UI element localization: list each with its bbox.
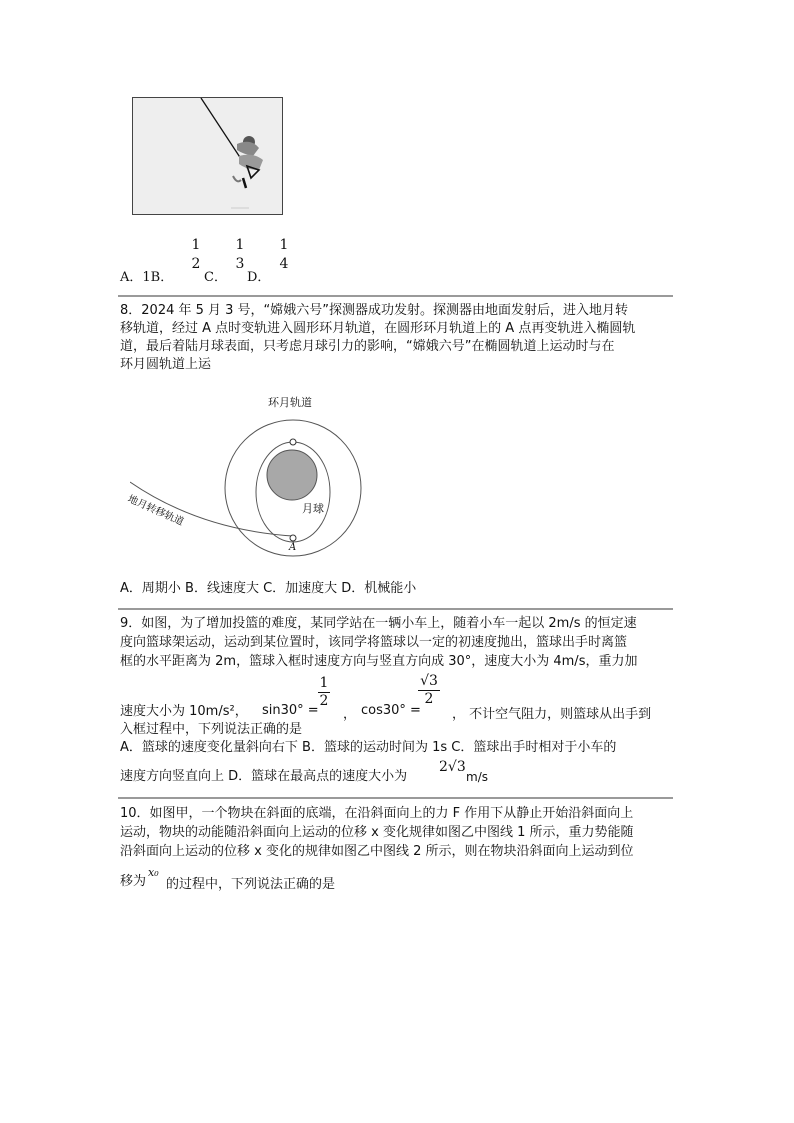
q9-text-line: 度向篮球架运动，运动到某位置时，该同学将篮球以一定的初速度抛出，篮球出手时离篮 bbox=[120, 635, 628, 650]
q10-text-line: 沿斜面向上运动的位移 x 变化的规律如图乙中图线 2 所示，则在物块沿斜面向上运动到位 bbox=[120, 844, 634, 859]
fraction-numerator: √3 bbox=[420, 673, 438, 689]
moon-circle bbox=[267, 450, 317, 500]
q8-text-line: 道，最后着陆月球表面，只考虑月球引力的影响，“嫦娥六号”在椭圆轨道上运动时与在 bbox=[120, 339, 615, 354]
cos-label: cos30° = bbox=[361, 703, 421, 718]
fraction-numerator: 1 bbox=[235, 237, 245, 253]
q9-gravity-text: 速度大小为 10m/s²， bbox=[120, 704, 248, 719]
displacement-variable: x₀ bbox=[148, 866, 159, 879]
q9-text-line: 框的水平距离为 2m，篮球入框时速度方向与竖直方向成 30°，速度大小为 4m/s，重力加 bbox=[120, 654, 638, 669]
fraction-numerator: 1 bbox=[279, 237, 289, 253]
section-divider bbox=[118, 797, 673, 799]
q9-choices-line: A．篮球的速度变化量斜向右下 B．篮球的运动时间为 1s C．篮球出手时相对于小车的 bbox=[120, 740, 617, 755]
point-a-marker bbox=[290, 535, 296, 541]
moon-label: 月球 bbox=[302, 502, 324, 515]
q8-text-line: 8．2024 年 5 月 3 号，“嫦娥六号”探测器成功发射。探测器由地面发射后，进入地月转 bbox=[120, 303, 629, 318]
swing-illustration bbox=[133, 98, 282, 214]
sin-label: sin30° = bbox=[262, 703, 319, 718]
q7-choice-d-fraction bbox=[277, 238, 291, 272]
q9-question: 入框过程中，下列说法正确的是 bbox=[120, 722, 303, 737]
orbit-diagram bbox=[125, 390, 370, 560]
point-a-label: A bbox=[289, 542, 297, 553]
q7-choice-c-fraction bbox=[233, 238, 247, 272]
separator-comma: ， bbox=[343, 707, 357, 722]
q8-text-line: 环月圆轨道上运 bbox=[120, 357, 212, 372]
cos-fraction bbox=[418, 674, 440, 707]
orbit-svg bbox=[130, 390, 370, 560]
q9-choices-line: 速度方向竖直向上 D．篮球在最高点的速度大小为 bbox=[120, 769, 408, 784]
q7-choice-b-fraction bbox=[189, 238, 203, 272]
orbit-label: 环月轨道 bbox=[268, 396, 312, 409]
fraction-denominator: 2 bbox=[191, 256, 201, 272]
fraction-denominator: 4 bbox=[279, 256, 289, 272]
fraction-denominator: 2 bbox=[319, 693, 329, 709]
q8-choices: A．周期小 B．线速度大 C．加速度大 D．机械能小 bbox=[120, 581, 417, 596]
speed-value: 2√3 bbox=[439, 759, 466, 775]
section-divider bbox=[118, 608, 673, 610]
transfer-orbit-label: 地月转移轨道 bbox=[125, 493, 186, 529]
q10-text-line: 10．如图甲，一个物块在斜面的底端，在沿斜面向上的力 F 作用下从静止开始沿斜面向上 bbox=[120, 806, 634, 821]
sin-fraction bbox=[318, 676, 330, 709]
fraction-denominator: 3 bbox=[235, 256, 245, 272]
section-divider bbox=[118, 295, 673, 297]
q9-text-tail: ， 不计空气阻力，则篮球从出手到 bbox=[452, 707, 652, 722]
apolune-point bbox=[290, 439, 296, 445]
q10-text-prefix: 移为 bbox=[120, 874, 147, 889]
fraction-denominator: 2 bbox=[424, 691, 434, 707]
q8-text-line: 移轨道，经过 A 点时变轨进入圆形环月轨道，在圆形环月轨道上的 A 点再变轨进入椭圆轨 bbox=[120, 321, 636, 336]
q9-text-line: 9．如图，为了增加投篮的难度，某同学站在一辆小车上，随着小车一起以 2m/s 的恒定速 bbox=[120, 616, 637, 631]
q7-choice-d-label: D． bbox=[247, 270, 271, 285]
q7-choice-c-label: C． bbox=[204, 270, 227, 285]
fraction-numerator: 1 bbox=[319, 675, 329, 691]
q10-text-line: 运动，物块的动能随沿斜面向上运动的位移 x 变化规律如图乙中图线 1 所示，重力势能随 bbox=[120, 825, 634, 840]
swing-figure bbox=[132, 97, 283, 215]
q10-question: 的过程中，下列说法正确的是 bbox=[166, 877, 336, 892]
speed-unit: m/s bbox=[466, 770, 488, 784]
fraction-numerator: 1 bbox=[191, 237, 201, 253]
q7-choice-a-label: A．1B． bbox=[120, 270, 174, 285]
